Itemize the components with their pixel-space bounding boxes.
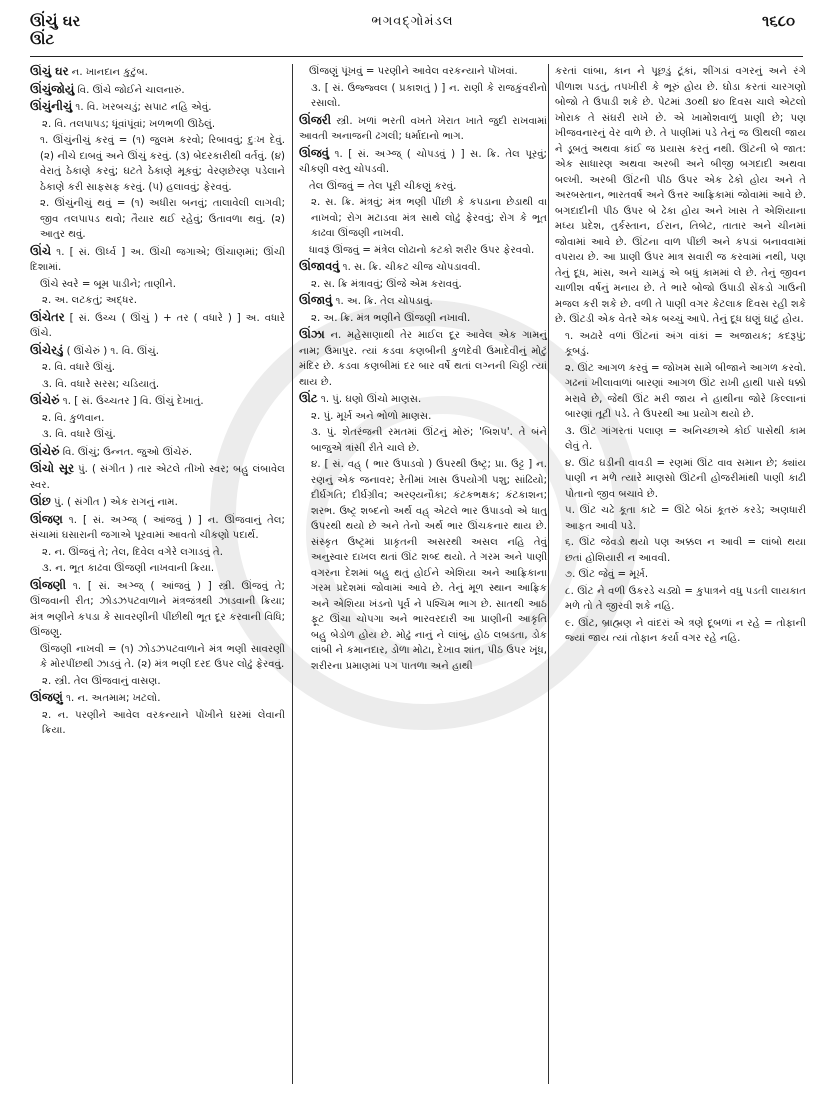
entry-sense <box>555 567 806 583</box>
definition-text: ૨. ઊંટ આગળ કરવું = જોખમ સામે બીજાને આગળ કરવો. ગઢનાં ખીલાવાળાં બારણાં આગળ ઊંટ રાખી હાથી પાસે ધક્કો મરાવે છે, જેથી ઊંટ મરી જાય ને હાથીના જોરે કિલ્લાનાં બારણાં તૂટી પડે. તે ઉપરથી આ પ્રયોગ થયો છે. <box>565 362 806 420</box>
entry-sense <box>555 503 806 534</box>
definition-text: ૩. ઊંટ ગાંગરતાં પલાણ = અનિચ્છાએ કોઈ પાસેથી કામ લેવું તે. <box>565 425 806 452</box>
entry-sense <box>30 411 285 427</box>
headword: ઊંચેરું <box>30 443 60 458</box>
definition-text: ૨. અ. લટકતું; અદ્ધર. <box>42 295 137 306</box>
entry-sense <box>555 64 806 328</box>
dictionary-entry <box>30 99 285 116</box>
entry-sense <box>299 195 547 242</box>
entry-sense <box>30 117 285 133</box>
definition-text: ૩. વિ. વધારે સરસ; ચડિયાતું. <box>42 378 160 390</box>
entry-sense <box>299 81 547 112</box>
definition-text: ૨. પું. મૂર્ખ અને ભોળો માણસ. <box>311 410 432 422</box>
definition-text: ૨. સ. ક્રિ. મંત્રવું; મંત્ર ભણી પીંછી કે કપડાના છેડાથી વા નાખવો; રોગ મટાડવા મંત્ર સાથે લોઢું ફેરવવું; રોગ કે ભૂત કાઢવા ઊંજણી નાખવી. <box>311 197 547 239</box>
dictionary-entry <box>299 146 547 178</box>
definition-text: ૨. અ. ક્રિ. મંત્ર ભણીને ઊંજણી નખાવી. <box>311 312 471 324</box>
entry-sense <box>30 427 285 443</box>
definition-text: ૩. [ સં. ઉજ્જ્વલ ( પ્રકાશતું ) ] ન. રાણી કે રાજકુંવરીનો રસાલો. <box>311 82 547 109</box>
entry-sense <box>30 277 285 293</box>
definition-text: ૨. વિ. તલપાપડ; ધૂંવાંપૂંવાં; ખળભળી ઊઠેલું. <box>42 118 216 130</box>
definition-text: ૨. ન. ઊંજવું તે; તેલ, દિવેલ વગેરે લગાડવું તે. <box>42 546 224 558</box>
entry-sense <box>30 133 285 195</box>
definition-text: ૧. [ સં. ઊર્ધ્વ ] અ. ઊંચી જગાએ; ઊંચાણમાં; ઊંચી દિશામાં. <box>30 246 285 273</box>
definition-text: ૩. વિ. વધારે ઊંચું. <box>42 429 116 440</box>
dictionary-entry <box>30 244 285 276</box>
entry-sense <box>30 545 285 561</box>
dictionary-entry <box>30 494 285 511</box>
entry-sense <box>299 179 547 195</box>
definition-text: ૧. સ. ક્રિ. ચીકટ ચીજ ચોપડાવવી. <box>339 262 481 273</box>
entry-sense <box>555 616 806 647</box>
definition-text: ૬. ઊંટ જેવડો થયો પણ અક્કલ ન આવી = લાંબો થયા છતાં હોશિયારી ન આવવી. <box>565 537 806 564</box>
headword: ઊંચુંજોયું <box>30 81 75 96</box>
entry-sense <box>555 584 806 615</box>
guide-word-bottom: ઊંટ <box>30 30 55 48</box>
headword: ઊંછ <box>30 494 51 508</box>
entry-sense <box>555 456 806 503</box>
dictionary-entry <box>299 391 547 408</box>
dictionary-entry <box>30 461 285 493</box>
headword: ઊંચુંનીચું <box>30 99 73 113</box>
definition-text: ૩. પું. શેતરંજની રમતમાં ઊંટનું મોરું; 'બિશપ'. તે બંને બાજુએ ત્રાંસી રીતે ચાલે છે. <box>311 427 547 454</box>
entry-sense <box>299 409 547 425</box>
entry-sense <box>30 377 285 393</box>
headword: ઊંજણી <box>30 577 67 592</box>
column-3 <box>548 64 806 1084</box>
headword: ઊંજવું <box>299 145 329 160</box>
entry-sense <box>555 361 806 423</box>
definition-text: ૧. [ સં. અઞ્જ્ ( ચોપડવું ) ] સ. ક્રિ. તેલ પૂરવું; ચીકણી વસ્તુ ચોપડવી. <box>299 148 547 175</box>
entry-sense <box>299 311 547 327</box>
definition-text: ન. મહેસાણાથી તેર માઈલ દૂર આવેલ એક ગામનું નામ; ઉમાપુર. ત્યાં કડવા કણબીની કુળદેવી ઉમાદેવીનું મોટું મંદિર છે. કડવા કણબીમાં દર બાર વર્ષે થતાં લગ્નની ચિઠ્ઠી ત્યાં થાય છે. <box>299 330 547 388</box>
headword: ઊંચેરું <box>30 393 60 407</box>
definition-text: [ સં. ઉચ્ચ ( ઊંચું ) + તર ( વધારે ) ] અ. વધારે ઊંચે. <box>30 312 285 339</box>
definition-text: ઊંચે સ્વરે = બૂમ પાડીને; તાણીને. <box>40 278 176 290</box>
dictionary-entry <box>299 327 547 390</box>
definition-text: વિ. ઊંચું; ઉન્નત. જુઓ ઊંચેરું. <box>59 446 193 458</box>
entry-sense <box>30 561 285 577</box>
definition-text: તેલ ઊંજવું = તેલ પૂરી ચીકણું કરવું. <box>309 180 457 192</box>
entry-sense <box>299 277 547 293</box>
definition-text: ૧. અ. ક્રિ. તેલ ચોપડાવું. <box>332 296 433 307</box>
dictionary-entry <box>30 578 285 641</box>
dictionary-columns <box>30 64 805 1084</box>
page-title: ભગવદ્ગોમંડલ <box>371 14 454 29</box>
definition-text: ૮. ઊંટ ને વળી ઉકરડે ચડ્યો = કુપાત્રને વધુ પડતી લાયકાત મળે તો તે જીરવી શકે નહિ. <box>565 585 806 612</box>
headword: ઊંજાવું <box>299 293 333 307</box>
definition-text: ૫. ઊંટ ચઢે કૂતા કાટે = ઊંટે બેઠાં કૂતરું કરડે; અણધારી આફત આવી પડે. <box>565 505 806 532</box>
dictionary-entry <box>30 444 285 461</box>
entry-sense <box>30 196 285 243</box>
entry-sense <box>299 243 547 259</box>
definition-text: ૯. ઊંટ, બ્રાહ્મણ ને વાંદરાં એ ત્રણે દૂબળાં ન રહે = તોફાની જ્યાં જાય ત્યાં તોફાન કર્યા વગર રહે નહિ. <box>565 617 806 644</box>
definition-text: ૨. ઊંચુંનીચું થવું = (૧) અધીરા બનવું; તાલાવેલી લાગવી; જીવ તલપાપડ થવો; તૈયાર થઈ રહેવું; ઉતાવળા થવું. (૨) આતુર થવું. <box>40 198 285 240</box>
dictionary-entry <box>30 393 285 410</box>
headword: ઊંચે <box>30 243 52 258</box>
dictionary-entry <box>30 512 285 544</box>
entry-sense <box>299 425 547 456</box>
headword: ઊંઝા <box>299 327 325 341</box>
headword: ઊંચેતર <box>30 309 65 324</box>
entry-sense <box>299 457 547 674</box>
headword: ઊંચો સૂર <box>30 461 75 475</box>
definition-text: ૧. ન. અતમામ; ખટલો. <box>62 693 161 704</box>
entry-sense <box>30 642 285 673</box>
column-2 <box>292 64 547 1084</box>
definition-text: ૧. પું. ઘણો ઊંચો માણસ. <box>317 394 422 405</box>
definition-text: ૩. ન. ભૂત કાઢવા ઊંજણી નાખવાની ક્રિયા. <box>42 563 215 574</box>
dictionary-entry <box>299 113 547 145</box>
dictionary-entry <box>30 690 285 707</box>
definition-text: ( ઊંચેરું ) ૧. વિ. ઊંચું. <box>63 345 159 357</box>
definition-text: કરતાં લાંબા, કાન ને પૂછડું ટૂંકાં, શીંગડાં વગરનું અને રંગે પીળાશ પડતું, તપખીરી કે ભૂરું હોય છે. ઘોડા કરતાં ચારગણો બોજો તે ઉપાડી શકે છે. પેટમાં ૩૦થી ૪૦ દિવસ ચાલે એટલો ખોરાક તે સંઘરી રાખે છે. એ ખામોશવાળું પ્રાણી છે; પણ ખીજવનારનું વેર વાળે છે. તે પાણીમાં પડે તેનું જ ઊથલી જાય ને ડૂબતું અથવા કાંઈ જ પ્રયાસ કરતું નથી. ઊંટની બે જાત: એક સાધારણ અથવા અરબી અને બીજી બગદાદી અથવા બલ્ખી. અરબી ઊંટની પીઠ ઉપર એક ઢેકો હોય અને તે અરબસ્તાન, ભારતવર્ષ અને ઉત્તર આફ્રિકામાં જોવામાં આવે છે. બગદાદીની પીઠ ઉપર બે ઢેકા હોય અને ખાસ તે એશિયાના મધ્ય પ્રદેશ, તુર્કસ્તાન, ઈરાન, તિબેટ, તાતાર અને ચીનમાં જોવામાં આવે છે. ઊંટના વાળ પીંછી અને કપડાં બનાવવામાં વપરાય છે. આ પ્રાણી ઉપર માત્ર સવારી જ કરવામાં નથી, પણ તેનું દૂધ, માંસ, અને ચામડું એ બધું કામમાં લે છે. તેનું જીવન ચાળીશ વર્ષનું મનાય છે. તે ભારે બોજો ઉપાડી સેંકડો ગાઉની મજલ કરી શકે છે. વળી તે પાણી વગર કેટલાક દિવસ રહી શકે છે. ઊંટડી એક વેતરે એક બચ્ચું આપે. તેનું દૂધ ઘણું ઘાટું હોય. <box>555 66 806 325</box>
definition-text: ૨. વિ. કુળવાન. <box>42 412 105 424</box>
page-number: ૧૬૮૦ <box>761 12 795 30</box>
definition-text: ઊંજણી નાખવી = (૧) ઝોડઝપટવાળાને મંત્ર ભણી સાવરણી કે મોરપીંછથી ઝાડવું તે. (૨) મંત્ર ભણી દરદ ઉપર લોઢું ફેરવવું. <box>40 643 285 670</box>
definition-text: ૧. વિ. ખરબચડું; સપાટ નહિ એવું. <box>72 102 212 113</box>
definition-text: ૨. ન. પરણીને આવેલ વરકન્યાને પોંખીને ઘરમાં લેવાની ક્રિયા. <box>42 709 285 736</box>
definition-text: પું. ( સંગીત ) એક રાગનું નામ. <box>50 497 178 508</box>
dictionary-entry <box>30 343 285 360</box>
headword: ઊંટ <box>299 391 318 405</box>
definition-text: ૧. ઊંચુંનીચું કરવું = (૧) જુલમ કરવો; રિબાવવું; દુઃખ દેવું. (૨) નીચે દાબવું અને ઊંચું કરવું. (૩) બેદરકારીથી વર્તવું. (૪) વેરાતું ઠેકાણે કરવું; ઘટતે ઠેકાણે મૂકવું; વેરણછેરણ પડેલાને ઠેકાણે કરી સાફસફ કરવું. (૫) હલાવવું; ફેરવવું. <box>40 135 285 193</box>
definition-text: ઊંજણું પૂંખવું = પરણીને આવેલ વરકન્યાને પોંખવાં. <box>309 66 518 77</box>
definition-text: ૧. [ સં. ઉચ્ચતર ] વિ. ઊંચું દેખાતું. <box>59 396 204 407</box>
entry-sense <box>30 708 285 739</box>
definition-text: સ્ત્રી. ખળાં ભરતી વખતે ખેરાત ખાતે જુદી રાખવામાં આવતી અનાજની ઢગલી; ધર્માદાનો ભાગ. <box>299 115 547 142</box>
headword: ઊંજણું <box>30 690 63 704</box>
guide-word-top: ઊંચું ઘર <box>30 12 81 30</box>
entry-sense <box>299 64 547 80</box>
definition-text: ૨. વિ. વધારે ઊંચું. <box>42 362 115 373</box>
definition-text: ૨. સ. ક્રિ મંત્રાવવું; ઊંજે એમ કરાવવું. <box>311 278 462 290</box>
entry-sense <box>30 293 285 309</box>
headword: ઊંચું ઘર <box>30 64 69 78</box>
entry-sense <box>30 674 285 690</box>
definition-text: ૭. ઊંટ જેવું = મૂર્ખ. <box>565 569 649 580</box>
definition-text: વિ. ઊંચે જોઈને ચાલનારું. <box>74 84 185 96</box>
entry-sense <box>555 424 806 455</box>
entry-sense <box>555 535 806 566</box>
headword: ઊંજાવવું <box>299 259 340 273</box>
entry-sense <box>555 329 806 360</box>
definition-text: ૪. ઊંટ ઘડીની વાવડી = રણમાં ઊંટ વાવ સમાન છે; ક્યાંય પાણી ન મળે ત્યારે માણસો ઊંટની હોજરીમાંથી પાણી કાઢી પોતાનો જીવ બચાવે છે. <box>565 457 806 500</box>
dictionary-entry <box>30 310 285 342</box>
dictionary-entry <box>30 64 285 81</box>
dictionary-entry <box>299 259 547 276</box>
dictionary-entry <box>30 82 285 99</box>
definition-text: ૪. [ સં. વહ્ ( ભાર ઉપાડવો ) ઉપરથી ઉષ્ટ્ર; પ્રા. ઉટ્ટ ] ન. રણનું એક જનાવર; રેતીમાં ખાસ ઉપયોગી પશુ; સાંઢિયો; દીર્ઘગતિ; દીર્ઘગ્રીવ; અરણ્યનૌકા; કંટકભક્ષક; કંટકાશન; શરભ. ઉષ્ટ્ર શબ્દનો અર્થ વહ્ એટલે ભાર ઉપાડવો એ ધાતુ ઉપરથી થયો છે અને તેનો અર્થ ભાર ઊંચકનાર થાય છે. સંસ્કૃત ઉષ્ટ્રમાં પ્રાકૃતની અસરથી અસલ નહિ તેવું અનુસ્વાર દાખલ થતાં ઊંટ શબ્દ થયો. તે ગરમ અને પાણી વગરના દેશમાં બહુ થતું હોઈને એશિયા અને આફ્રિકાના ગરમ પ્રદેશમાં જોવામાં આવે છે. તેનું મૂળ સ્થાન આફ્રિક અને એશિયા ખંડનો પૂર્વ ને પશ્ચિમ ભાગ છે. સાતથી આઠ ફૂટ ઊંચા ચોપગા અને ભારવરદારી આ પ્રાણીની આકૃતિ બહુ બેડોળ હોય છે. મોઢું નાનું ને લાંબું, હોઠ લબડતા, ડોક લાંબી ને કમાનદાર, ડોળા મોટા, દેખાવ શાંત, પીઠ ઉપર ખૂંધ, શરીરના પ્રમાણમાં પગ પાતળા અને હાથી <box>311 459 547 672</box>
definition-text: ૧. [ સં. અઞ્જ્ ( આંજવું ) ] ન. ઊંજવાનું તેલ; સંચામાં ઘસારાની જગાએ પૂરવામાં આવતો ચીકણો પદાર્થ. <box>30 514 285 541</box>
entry-sense <box>30 360 285 376</box>
definition-text: ૨. સ્ત્રી. તેલ ઊંજવાનું વાસણ. <box>42 675 161 687</box>
definition-text: ધાવરૂં ઊંજવું = મંત્રેલ લોઢાનો કટકો શરીર ઉપર ફેરવવો. <box>309 244 535 256</box>
page-header <box>0 0 825 56</box>
header-divider <box>30 56 803 57</box>
definition-text: પું. ( સંગીત ) તાર એટલે તીખો સ્વર; બહુ લંબાવેલ સ્વર. <box>30 464 285 491</box>
headword: ઊંજરી <box>299 112 332 127</box>
definition-text: ૧. [ સં. અઞ્જ્ ( આંજવું ) ] સ્ત્રી. ઊંજવું તે; ઊંજવાની રીત; ઝોડઝપટવાળાને મંત્રજંત્રથી ઝાડવાની ક્રિયા; મંત્ર ભણીને કપડા કે સાવરણીની પીંછીથી ભૂત દૂર કરવાની વિધિ; ઊંજણુ. <box>30 580 285 638</box>
dictionary-entry <box>299 293 547 310</box>
headword: ઊંચેરડું <box>30 342 64 357</box>
definition-text: ન. ખાનદાન કુટુંબ. <box>68 67 148 78</box>
definition-text: ૧. અઢારે વળાં ઊંટનાં અંગ વાંકાં = અજાયક; કદરૂપું; કૂબડું. <box>565 330 806 357</box>
headword: ઊંજણ <box>30 511 63 526</box>
column-1 <box>30 64 285 1084</box>
